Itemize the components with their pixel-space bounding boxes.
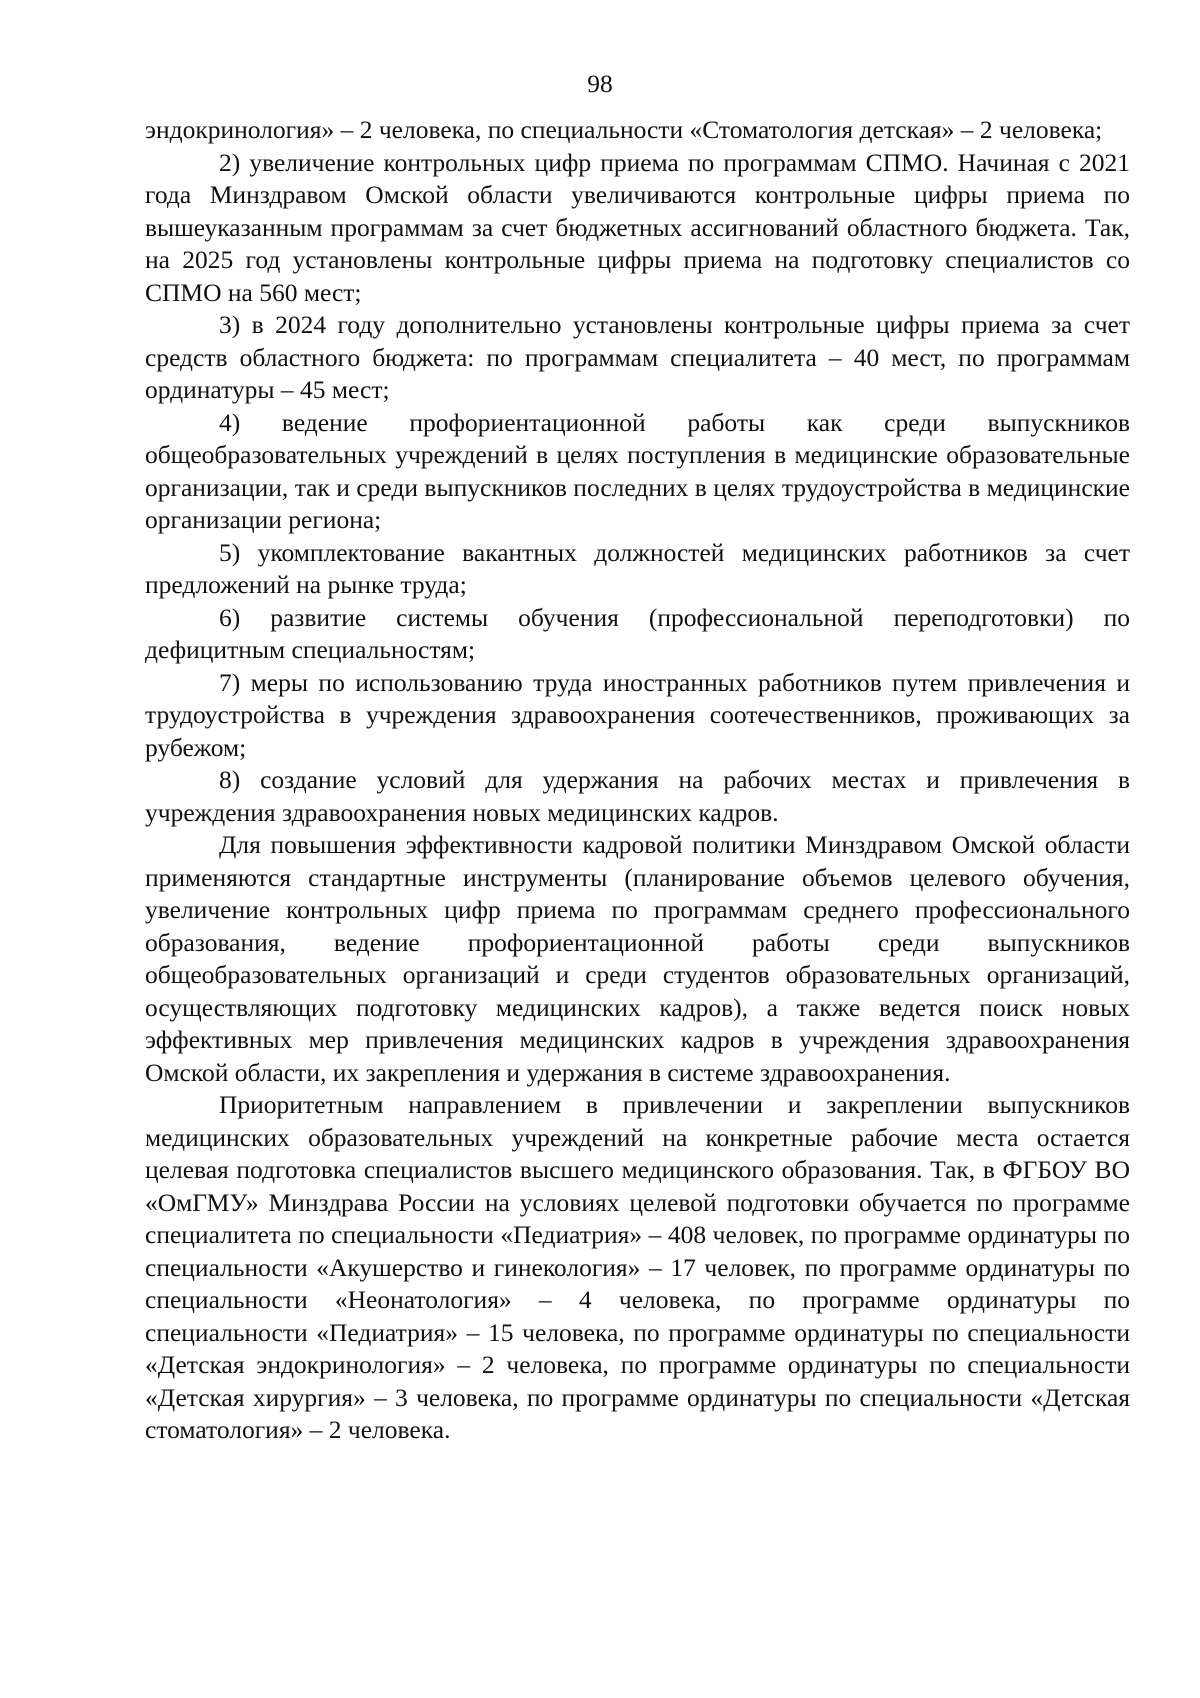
paragraph-continuation: эндокринология» – 2 человека, по специальности «Стоматология детская» – 2 человека; bbox=[145, 115, 1103, 144]
list-item-2: 2) увеличение контрольных цифр приема по программам СПМО. Начиная с 2021 года Минздравом Омской области увеличиваются контрольные цифры приема по вышеуказанным программам за счет бюджетных ассигнований областного бюджета. Так, на 2025 год установлены контрольные цифры приема на подготовку специалистов со СПМО на 560 мест; bbox=[145, 147, 1130, 307]
list-item-4: 4) ведение профориентационной работы как среди выпускников общеобразовательных учреждений в целях поступления в медицинские образовательные организации, так и среди выпускников последних в целях трудоустройства в медицинские организации региона; bbox=[145, 407, 1130, 534]
list-item-5: 5) укомплектование вакантных должностей медицинских работников за счет предложений на рынке труда; bbox=[145, 537, 1130, 599]
list-item-8: 8) создание условий для удержания на рабочих местах и привлечения в учреждения здравоохранения новых медицинских кадров. bbox=[145, 765, 1130, 827]
paragraph-hr-policy: Для повышения эффективности кадровой политики Минздравом Омской области применяются стандартные инструменты (планирование объемов целевого обучения, увеличение контрольных цифр приема по программам среднего профессионального образования, ведение профориентационной работы среди выпускников общеобразовательных организаций и среди студентов образовательных организаций, осуществляющих подготовку медицинских кадров), а также ведется поиск новых эффективных мер привлечения медицинских кадров в учреждения здравоохранения Омской области, их закрепления и удержания в системе здравоохранения. bbox=[145, 830, 1130, 1087]
page-number: 98 bbox=[587, 69, 613, 98]
list-item-3: 3) в 2024 году дополнительно установлены контрольные цифры приема за счет средств областного бюджета: по программам специалитета – 40 мест, по программам ординатуры – 45 мест; bbox=[145, 310, 1130, 404]
document-body bbox=[145, 114, 1130, 1447]
list-item-6: 6) развитие системы обучения (профессиональной переподготовки) по дефицитным специальностям; bbox=[145, 602, 1130, 664]
paragraph-target-training: Приоритетным направлением в привлечении и закреплении выпускников медицинских образовательных учреждений на конкретные рабочие места остается целевая подготовка специалистов высшего медицинского образования. Так, в ФГБОУ ВО «ОмГМУ» Минздрава России на условиях целевой подготовки обучается по программе специалитета по специальности «Педиатрия» – 408 человек, по программе ординатуры по специальности «Акушерство и гинекология» – 17 человек, по программе ординатуры по специальности «Неонатология» – 4 человека, по программе ординатуры по специальности «Педиатрия» – 15 человека, по программе ординатуры по специальности «Детская эндокринология» – 2 человека, по программе ординатуры по специальности «Детская хирургия» – 3 человека, по программе ординатуры по специальности «Детская стоматология» – 2 человека. bbox=[145, 1090, 1130, 1444]
list-item-7: 7) меры по использованию труда иностранных работников путем привлечения и трудоустройства в учреждения здравоохранения соотечественников, проживающих за рубежом; bbox=[145, 667, 1130, 762]
